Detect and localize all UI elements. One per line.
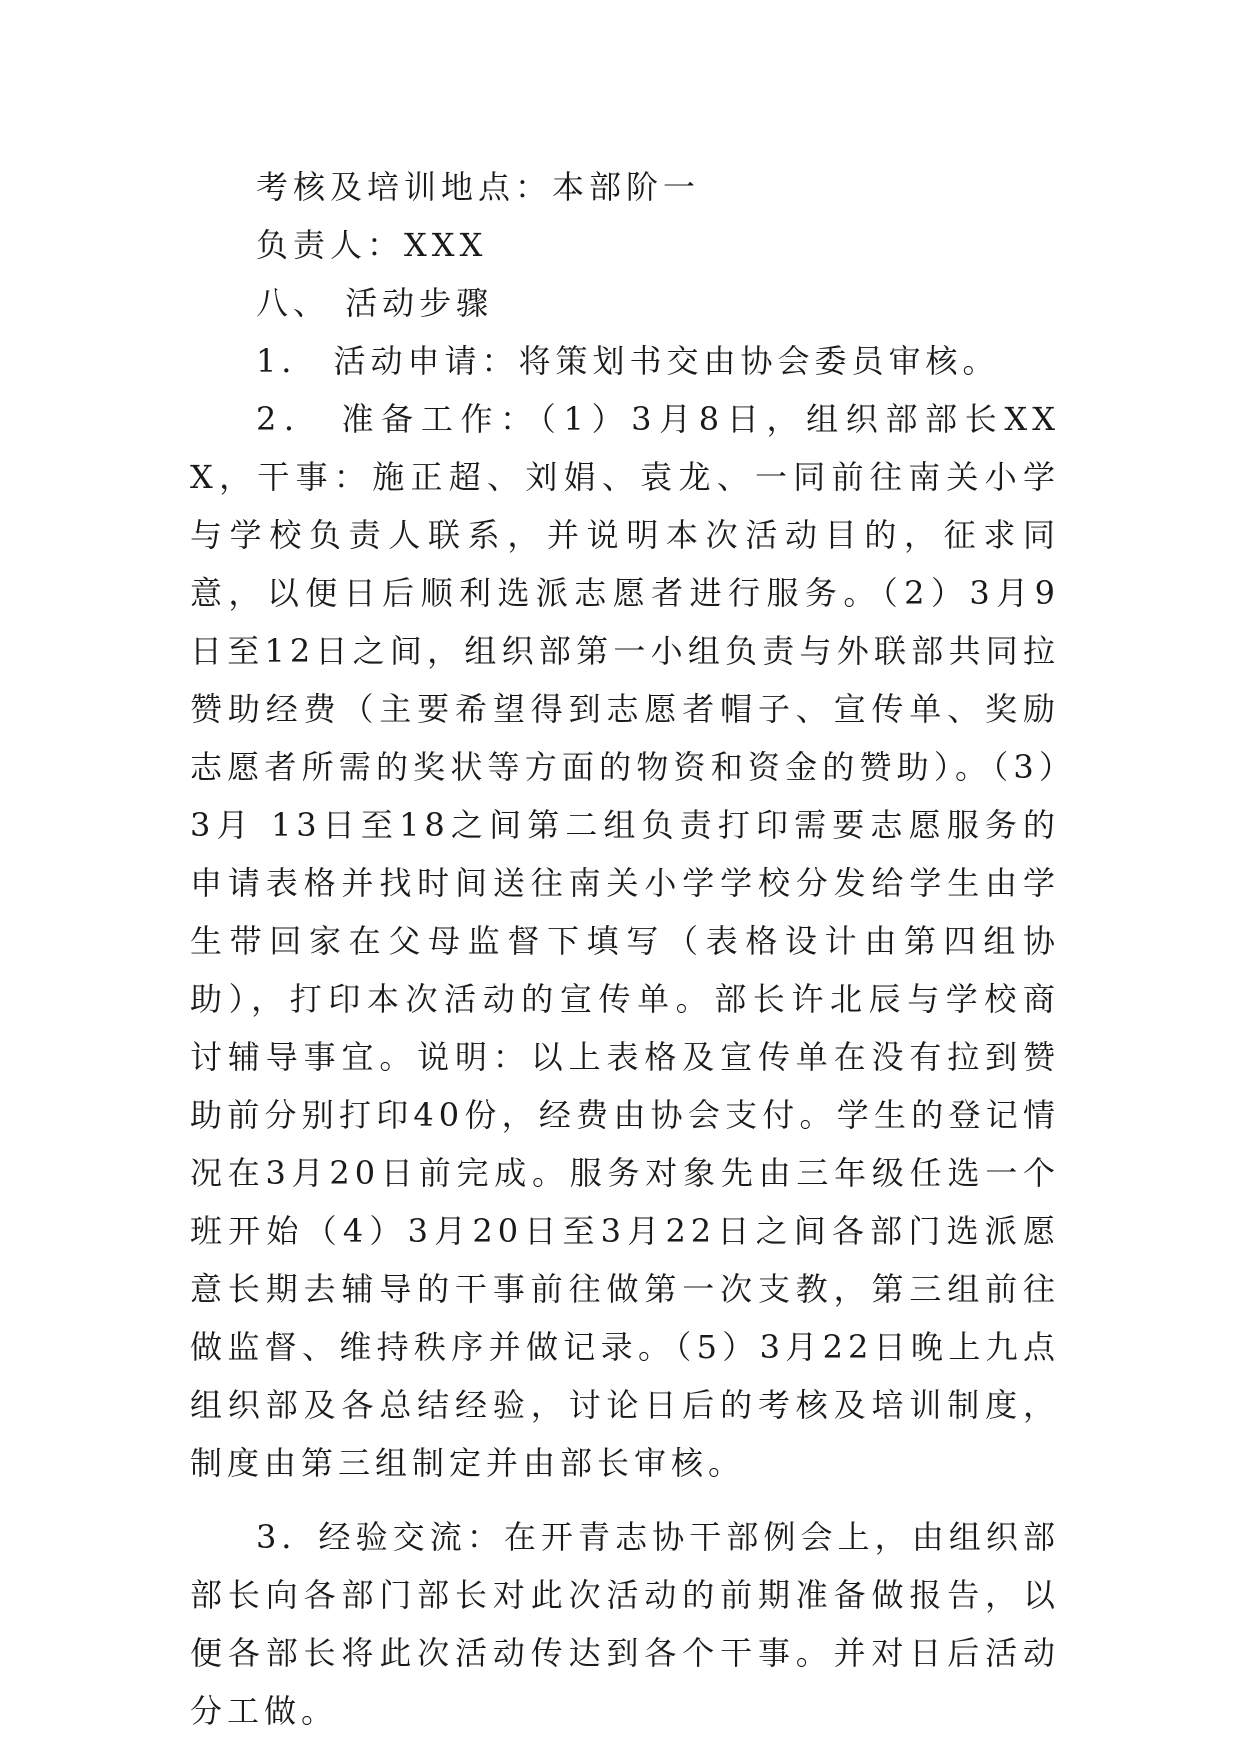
document-body [190,158,1060,1740]
step-3-experience-exchange: 3．经验交流：在开青志协干部例会上，由组织部部长向各部门部长对此次活动的前期准备做报告，以便各部长将此次活动传达到各个干事。并对日后活动分工做。 [190,1518,1060,1730]
step-2-preparation: 2． 准备工作：（1）3月8日，组织部部长XXX，干事：施正超、刘娟、袁龙、一同前往南关小学与学校负责人联系，并说明本次活动目的，征求同意，以便日后顺利选派志愿者进行服务。（2）3月9日至12日之间，组织部第一小组负责与外联部共同拉赞助经费（主要希望得到志愿者帽子、宣传单、奖励志愿者所需的奖状等方面的物资和资金的赞助）。（3）3月 13日至18之间第二组负责打印需要志愿服务的申请表格并找时间送往南关小学学校分发给学生由学生带回家在父母监督下填写（表格设计由第四组协助），打印本次活动的宣传单。部长许北辰与学校商讨辅导事宜。说明：以上表格及宣传单在没有拉到赞助前分别打印40份，经费由协会支付。学生的登记情况在3月20日前完成。服务对象先由三年级任选一个班开始（4）3月20日至3月22日之间各部门选派愿意长期去辅导的干事前往做第一次支教，第三组前往做监督、维持秩序并做记录。（5）3月22日晚上九点组织部及各总结经验，讨论日后的考核及培训制度，制度由第三组制定并由部长审核。 [190,400,1060,1482]
training-location-line: 考核及培训地点：本部阶一 [256,168,701,206]
person-in-charge-line: 负责人：XXX [256,226,488,264]
section-heading-activity-steps: 八、 活动步骤 [256,284,494,322]
step-1-application: 1． 活动申请：将策划书交由协会委员审核。 [256,342,1000,380]
